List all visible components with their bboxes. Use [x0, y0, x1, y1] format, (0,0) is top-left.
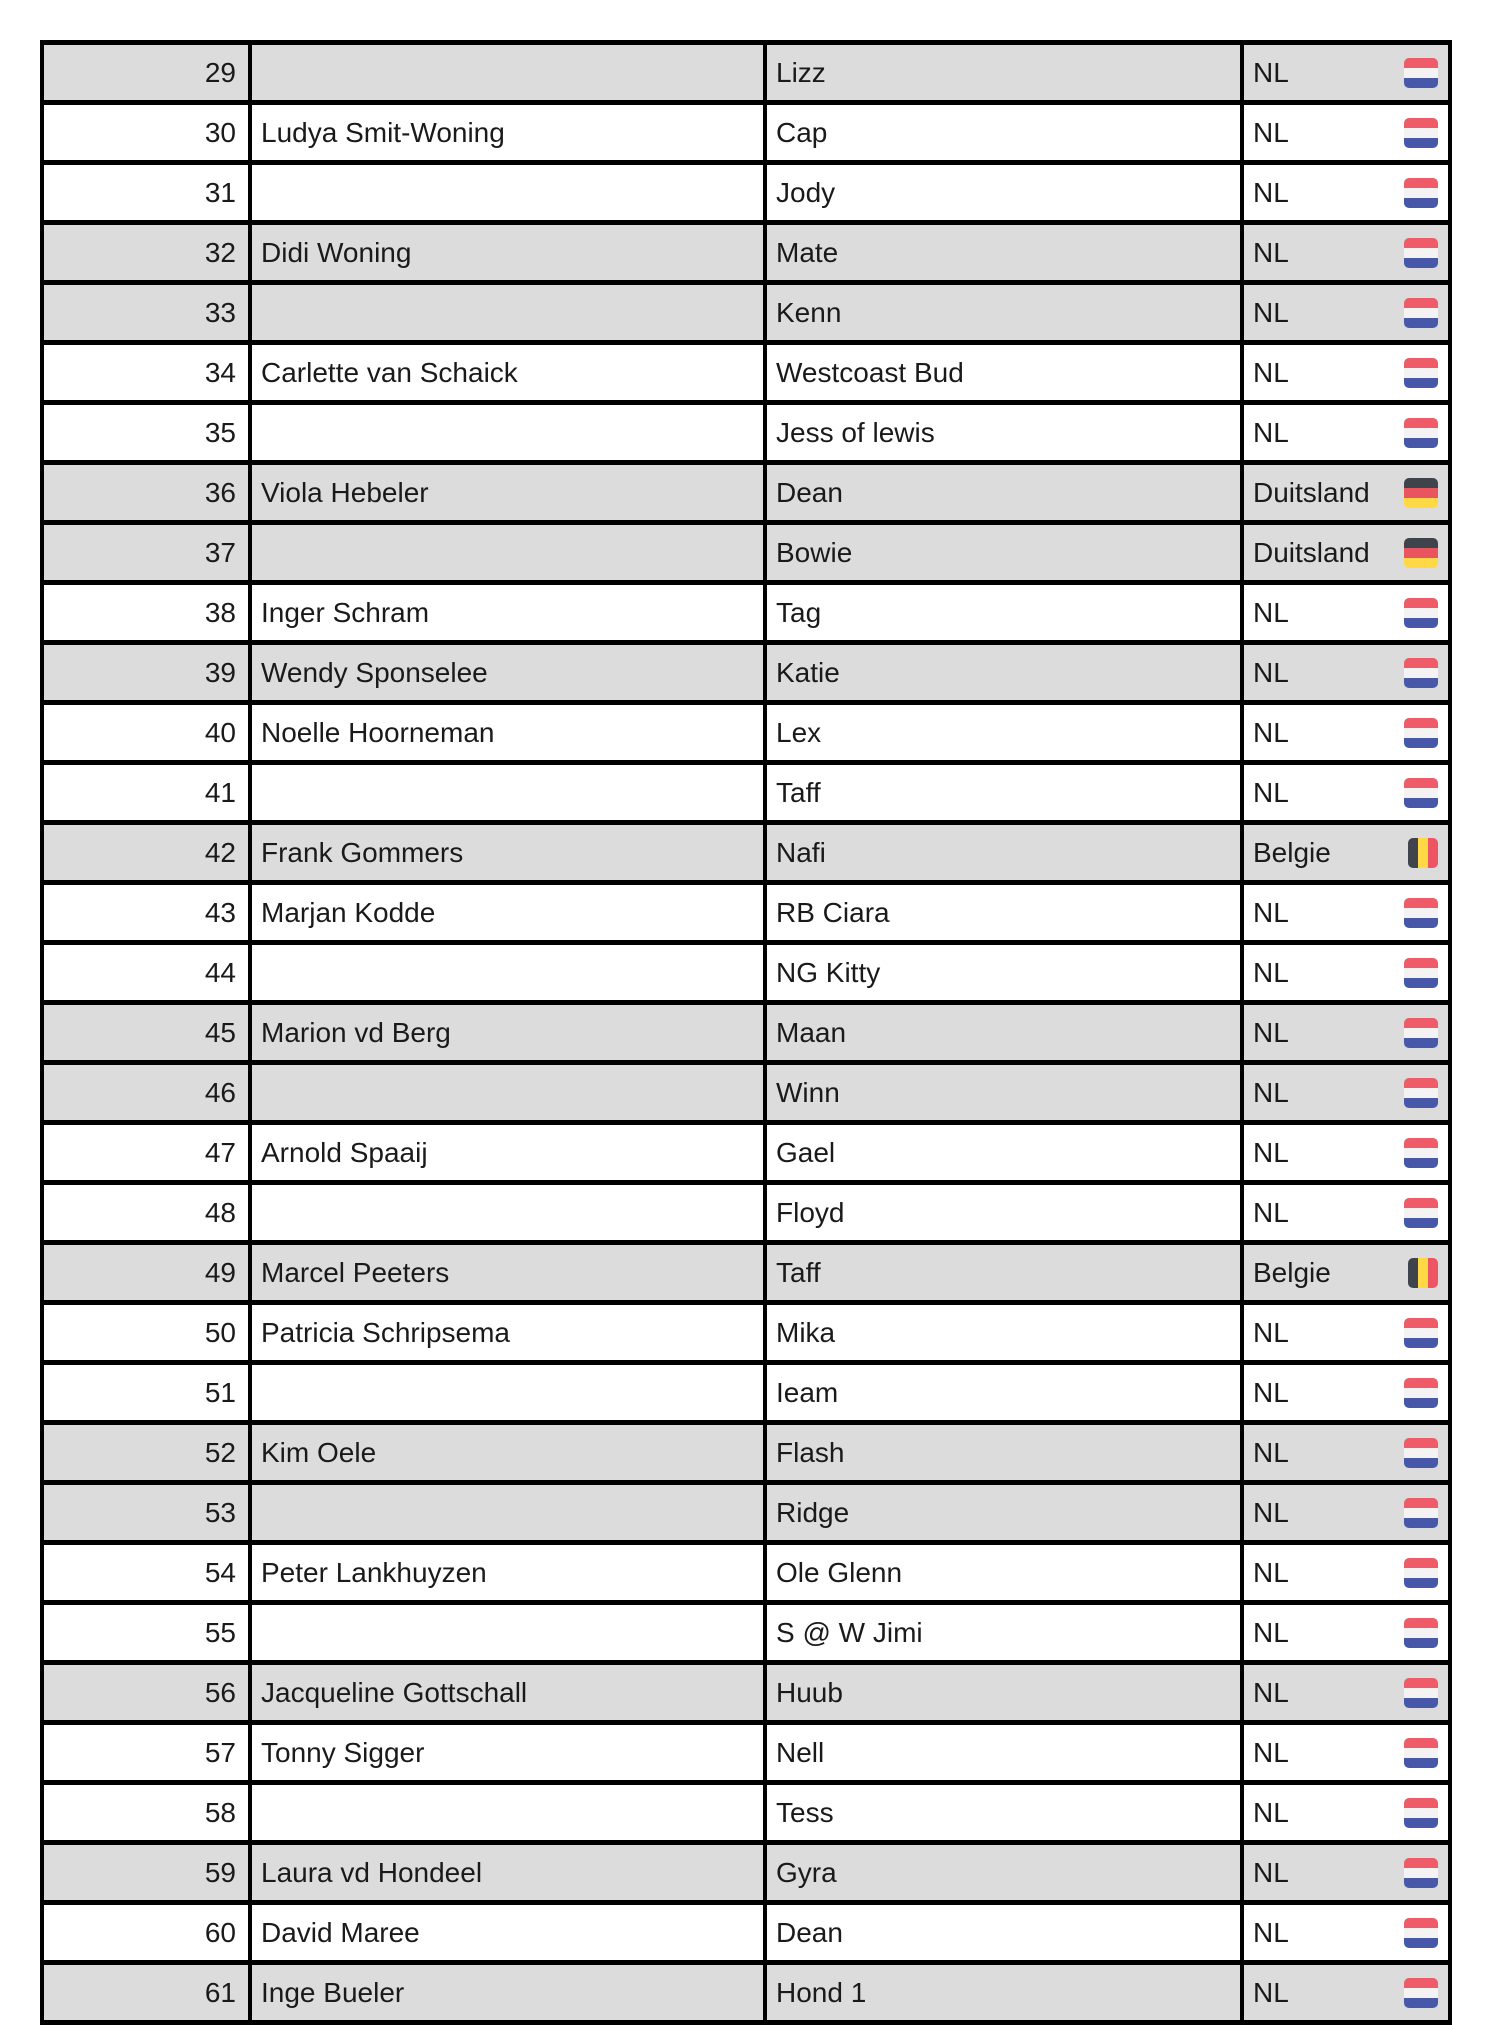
country-inner — [1244, 1557, 1448, 1589]
belgium-flag-icon — [1408, 838, 1438, 868]
table-row — [42, 763, 1450, 823]
dog-name: Ieam — [765, 1363, 1242, 1423]
table-row — [42, 703, 1450, 763]
country-inner — [1244, 657, 1448, 689]
bib-number: 57 — [42, 1723, 250, 1783]
country-cell — [1242, 43, 1450, 103]
table-row — [42, 1843, 1450, 1903]
netherlands-flag-icon — [1404, 1078, 1438, 1108]
table-row — [42, 1243, 1450, 1303]
belgium-flag-icon — [1408, 1258, 1438, 1288]
start-list-table — [40, 40, 1452, 2025]
handler-name — [250, 403, 765, 463]
netherlands-flag-icon — [1404, 1618, 1438, 1648]
handler-name: Frank Gommers — [250, 823, 765, 883]
table-row — [42, 583, 1450, 643]
netherlands-flag-icon — [1404, 658, 1438, 688]
netherlands-flag-icon — [1404, 58, 1438, 88]
country-inner — [1244, 537, 1448, 569]
handler-name: Laura vd Hondeel — [250, 1843, 765, 1903]
dog-name: Dean — [765, 463, 1242, 523]
netherlands-flag-icon — [1404, 898, 1438, 928]
country-inner — [1244, 1617, 1448, 1649]
handler-name: Noelle Hoorneman — [250, 703, 765, 763]
dog-name: Gyra — [765, 1843, 1242, 1903]
dog-name: Hond 1 — [765, 1963, 1242, 2023]
netherlands-flag-icon — [1404, 1438, 1438, 1468]
table-row — [42, 1783, 1450, 1843]
bib-number: 40 — [42, 703, 250, 763]
country-cell — [1242, 1963, 1450, 2023]
table-row — [42, 943, 1450, 1003]
country-cell — [1242, 1903, 1450, 1963]
country-label: NL — [1253, 1196, 1289, 1228]
country-label: NL — [1253, 1376, 1289, 1408]
country-cell — [1242, 823, 1450, 883]
netherlands-flag-icon — [1404, 1858, 1438, 1888]
dog-name: Ridge — [765, 1483, 1242, 1543]
dog-name: Tag — [765, 583, 1242, 643]
bib-number: 56 — [42, 1663, 250, 1723]
country-cell — [1242, 943, 1450, 1003]
bib-number: 51 — [42, 1363, 250, 1423]
handler-name: Inger Schram — [250, 583, 765, 643]
country-cell — [1242, 1423, 1450, 1483]
handler-name — [250, 1783, 765, 1843]
country-label: NL — [1253, 356, 1289, 388]
bib-number: 38 — [42, 583, 250, 643]
bib-number: 55 — [42, 1603, 250, 1663]
country-inner — [1244, 777, 1448, 809]
dog-name: Huub — [765, 1663, 1242, 1723]
table-row — [42, 1123, 1450, 1183]
dog-name: Kenn — [765, 283, 1242, 343]
country-cell — [1242, 1003, 1450, 1063]
country-inner — [1244, 957, 1448, 989]
country-cell — [1242, 1483, 1450, 1543]
country-label: NL — [1253, 1916, 1289, 1948]
table-row — [42, 1603, 1450, 1663]
netherlands-flag-icon — [1404, 118, 1438, 148]
dog-name: Taff — [765, 763, 1242, 823]
country-inner — [1244, 1437, 1448, 1469]
country-cell — [1242, 1843, 1450, 1903]
handler-name: Arnold Spaaij — [250, 1123, 765, 1183]
table-row — [42, 823, 1450, 883]
country-cell — [1242, 343, 1450, 403]
dog-name: Lizz — [765, 43, 1242, 103]
bib-number: 33 — [42, 283, 250, 343]
handler-name: Patricia Schripsema — [250, 1303, 765, 1363]
netherlands-flag-icon — [1404, 1138, 1438, 1168]
table-row — [42, 163, 1450, 223]
dog-name: Cap — [765, 103, 1242, 163]
netherlands-flag-icon — [1404, 1918, 1438, 1948]
netherlands-flag-icon — [1404, 358, 1438, 388]
country-label: Belgie — [1253, 1256, 1331, 1288]
country-label: NL — [1253, 656, 1289, 688]
netherlands-flag-icon — [1404, 598, 1438, 628]
country-cell — [1242, 1243, 1450, 1303]
bib-number: 34 — [42, 343, 250, 403]
bib-number: 42 — [42, 823, 250, 883]
country-inner — [1244, 1197, 1448, 1229]
table-row — [42, 1183, 1450, 1243]
country-cell — [1242, 523, 1450, 583]
table-row — [42, 1963, 1450, 2023]
handler-name — [250, 1603, 765, 1663]
country-cell — [1242, 1123, 1450, 1183]
table-row — [42, 883, 1450, 943]
country-cell — [1242, 1183, 1450, 1243]
country-cell — [1242, 583, 1450, 643]
netherlands-flag-icon — [1404, 1378, 1438, 1408]
germany-flag-icon — [1404, 478, 1438, 508]
bib-number: 54 — [42, 1543, 250, 1603]
dog-name: Floyd — [765, 1183, 1242, 1243]
handler-name: Marion vd Berg — [250, 1003, 765, 1063]
dog-name: Westcoast Bud — [765, 343, 1242, 403]
country-label: Belgie — [1253, 836, 1331, 868]
table-row — [42, 1723, 1450, 1783]
table-row — [42, 1363, 1450, 1423]
country-cell — [1242, 403, 1450, 463]
country-cell — [1242, 1063, 1450, 1123]
netherlands-flag-icon — [1404, 1678, 1438, 1708]
handler-name — [250, 1183, 765, 1243]
country-inner — [1244, 597, 1448, 629]
dog-name: Jess of lewis — [765, 403, 1242, 463]
handler-name: Viola Hebeler — [250, 463, 765, 523]
country-cell — [1242, 1723, 1450, 1783]
dog-name: RB Ciara — [765, 883, 1242, 943]
bib-number: 49 — [42, 1243, 250, 1303]
country-cell — [1242, 1783, 1450, 1843]
bib-number: 61 — [42, 1963, 250, 2023]
dog-name: Dean — [765, 1903, 1242, 1963]
country-inner — [1244, 57, 1448, 89]
bib-number: 48 — [42, 1183, 250, 1243]
table-row — [42, 403, 1450, 463]
bib-number: 39 — [42, 643, 250, 703]
table-row — [42, 1663, 1450, 1723]
handler-name — [250, 943, 765, 1003]
dog-name: Winn — [765, 1063, 1242, 1123]
bib-number: 36 — [42, 463, 250, 523]
netherlands-flag-icon — [1404, 238, 1438, 268]
bib-number: 31 — [42, 163, 250, 223]
dog-name: Mika — [765, 1303, 1242, 1363]
bib-number: 41 — [42, 763, 250, 823]
country-cell — [1242, 883, 1450, 943]
handler-name — [250, 1063, 765, 1123]
country-cell — [1242, 1303, 1450, 1363]
country-label: NL — [1253, 236, 1289, 268]
table-row — [42, 643, 1450, 703]
handler-name — [250, 43, 765, 103]
handler-name: Inge Bueler — [250, 1963, 765, 2023]
handler-name: Jacqueline Gottschall — [250, 1663, 765, 1723]
country-inner — [1244, 1677, 1448, 1709]
dog-name: Taff — [765, 1243, 1242, 1303]
handler-name — [250, 283, 765, 343]
netherlands-flag-icon — [1404, 1018, 1438, 1048]
country-label: NL — [1253, 1316, 1289, 1348]
handler-name: Kim Oele — [250, 1423, 765, 1483]
country-inner — [1244, 1497, 1448, 1529]
netherlands-flag-icon — [1404, 1318, 1438, 1348]
table-row — [42, 1303, 1450, 1363]
country-inner — [1244, 117, 1448, 149]
country-cell — [1242, 283, 1450, 343]
bib-number: 30 — [42, 103, 250, 163]
handler-name — [250, 1483, 765, 1543]
table-row — [42, 343, 1450, 403]
country-inner — [1244, 1077, 1448, 1109]
country-cell — [1242, 223, 1450, 283]
country-label: NL — [1253, 56, 1289, 88]
netherlands-flag-icon — [1404, 718, 1438, 748]
table-body — [42, 43, 1450, 2023]
bib-number: 37 — [42, 523, 250, 583]
handler-name: Tonny Sigger — [250, 1723, 765, 1783]
netherlands-flag-icon — [1404, 1978, 1438, 2008]
table-row — [42, 283, 1450, 343]
germany-flag-icon — [1404, 538, 1438, 568]
handler-name — [250, 763, 765, 823]
table-row — [42, 103, 1450, 163]
dog-name: Nell — [765, 1723, 1242, 1783]
country-cell — [1242, 1603, 1450, 1663]
country-inner — [1244, 297, 1448, 329]
handler-name: Carlette van Schaick — [250, 343, 765, 403]
dog-name: Maan — [765, 1003, 1242, 1063]
country-label: NL — [1253, 1556, 1289, 1588]
country-label: NL — [1253, 1016, 1289, 1048]
country-cell — [1242, 163, 1450, 223]
country-label: NL — [1253, 716, 1289, 748]
dog-name: Nafi — [765, 823, 1242, 883]
bib-number: 52 — [42, 1423, 250, 1483]
country-label: Duitsland — [1253, 536, 1370, 568]
netherlands-flag-icon — [1404, 1498, 1438, 1528]
country-inner — [1244, 1917, 1448, 1949]
country-label: NL — [1253, 1736, 1289, 1768]
country-label: NL — [1253, 1976, 1289, 2008]
bib-number: 45 — [42, 1003, 250, 1063]
netherlands-flag-icon — [1404, 1738, 1438, 1768]
handler-name: Ludya Smit-Woning — [250, 103, 765, 163]
bib-number: 46 — [42, 1063, 250, 1123]
country-cell — [1242, 1543, 1450, 1603]
bib-number: 35 — [42, 403, 250, 463]
table-row — [42, 223, 1450, 283]
dog-name: Katie — [765, 643, 1242, 703]
country-label: NL — [1253, 1796, 1289, 1828]
dog-name: Tess — [765, 1783, 1242, 1843]
handler-name: Didi Woning — [250, 223, 765, 283]
bib-number: 50 — [42, 1303, 250, 1363]
netherlands-flag-icon — [1404, 418, 1438, 448]
netherlands-flag-icon — [1404, 1798, 1438, 1828]
handler-name — [250, 163, 765, 223]
handler-name: Wendy Sponselee — [250, 643, 765, 703]
country-label: NL — [1253, 596, 1289, 628]
dog-name: Lex — [765, 703, 1242, 763]
country-cell — [1242, 643, 1450, 703]
country-label: NL — [1253, 1676, 1289, 1708]
dog-name: Ole Glenn — [765, 1543, 1242, 1603]
country-label: NL — [1253, 296, 1289, 328]
country-label: Duitsland — [1253, 476, 1370, 508]
bib-number: 47 — [42, 1123, 250, 1183]
dog-name: Flash — [765, 1423, 1242, 1483]
table-row — [42, 1063, 1450, 1123]
country-label: NL — [1253, 1496, 1289, 1528]
country-cell — [1242, 703, 1450, 763]
country-label: NL — [1253, 896, 1289, 928]
table-row — [42, 1483, 1450, 1543]
table-row — [42, 1003, 1450, 1063]
table-row — [42, 1903, 1450, 1963]
country-inner — [1244, 837, 1448, 869]
dog-name: Gael — [765, 1123, 1242, 1183]
country-inner — [1244, 1857, 1448, 1889]
country-cell — [1242, 1363, 1450, 1423]
country-cell — [1242, 1663, 1450, 1723]
country-label: NL — [1253, 176, 1289, 208]
handler-name — [250, 523, 765, 583]
country-inner — [1244, 897, 1448, 929]
country-inner — [1244, 1737, 1448, 1769]
dog-name: Jody — [765, 163, 1242, 223]
country-label: NL — [1253, 776, 1289, 808]
country-inner — [1244, 237, 1448, 269]
country-inner — [1244, 1017, 1448, 1049]
table-row — [42, 1423, 1450, 1483]
country-label: NL — [1253, 1856, 1289, 1888]
bib-number: 59 — [42, 1843, 250, 1903]
bib-number: 32 — [42, 223, 250, 283]
country-inner — [1244, 1377, 1448, 1409]
country-inner — [1244, 177, 1448, 209]
country-inner — [1244, 1977, 1448, 2009]
country-inner — [1244, 1257, 1448, 1289]
netherlands-flag-icon — [1404, 958, 1438, 988]
table-row — [42, 43, 1450, 103]
handler-name: Peter Lankhuyzen — [250, 1543, 765, 1603]
netherlands-flag-icon — [1404, 778, 1438, 808]
netherlands-flag-icon — [1404, 1558, 1438, 1588]
netherlands-flag-icon — [1404, 298, 1438, 328]
country-label: NL — [1253, 1616, 1289, 1648]
bib-number: 29 — [42, 43, 250, 103]
country-inner — [1244, 1137, 1448, 1169]
country-label: NL — [1253, 1136, 1289, 1168]
dog-name: NG Kitty — [765, 943, 1242, 1003]
dog-name: Mate — [765, 223, 1242, 283]
bib-number: 53 — [42, 1483, 250, 1543]
country-cell — [1242, 763, 1450, 823]
bib-number: 58 — [42, 1783, 250, 1843]
table-row — [42, 1543, 1450, 1603]
netherlands-flag-icon — [1404, 178, 1438, 208]
country-label: NL — [1253, 116, 1289, 148]
country-cell — [1242, 463, 1450, 523]
dog-name: Bowie — [765, 523, 1242, 583]
dog-name: S @ W Jimi — [765, 1603, 1242, 1663]
bib-number: 60 — [42, 1903, 250, 1963]
country-inner — [1244, 1317, 1448, 1349]
country-inner — [1244, 477, 1448, 509]
handler-name — [250, 1363, 765, 1423]
country-label: NL — [1253, 416, 1289, 448]
country-inner — [1244, 1797, 1448, 1829]
table-row — [42, 463, 1450, 523]
country-cell — [1242, 103, 1450, 163]
bib-number: 43 — [42, 883, 250, 943]
country-label: NL — [1253, 956, 1289, 988]
country-label: NL — [1253, 1436, 1289, 1468]
table-row — [42, 523, 1450, 583]
handler-name: Marcel Peeters — [250, 1243, 765, 1303]
country-inner — [1244, 357, 1448, 389]
bib-number: 44 — [42, 943, 250, 1003]
handler-name: David Maree — [250, 1903, 765, 1963]
country-inner — [1244, 717, 1448, 749]
country-inner — [1244, 417, 1448, 449]
country-label: NL — [1253, 1076, 1289, 1108]
netherlands-flag-icon — [1404, 1198, 1438, 1228]
handler-name: Marjan Kodde — [250, 883, 765, 943]
